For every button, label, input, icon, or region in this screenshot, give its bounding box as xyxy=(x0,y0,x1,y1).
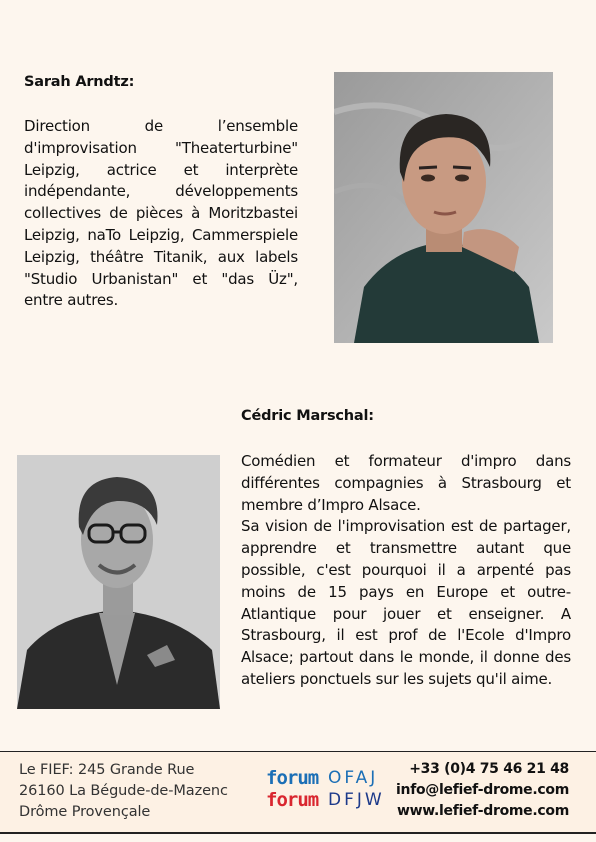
person-name-cedric: Cédric Marschal: xyxy=(241,408,374,424)
portrait-sarah-image xyxy=(334,72,553,343)
portrait-cedric-image xyxy=(17,455,220,709)
footer-address xyxy=(19,760,228,823)
address-line: 26160 La Bégude-de-Mazenc xyxy=(19,783,228,799)
bio-paragraph: Comédien et formateur d'impro dans différentes compagnies à Strasbourg et membre d’Impro Alsace. xyxy=(241,452,571,514)
logo-forum-top: forum xyxy=(266,767,319,789)
address-line: Drôme Provençale xyxy=(19,804,151,820)
footer-contact xyxy=(396,759,569,822)
contact-email[interactable]: info@lefief-drome.com xyxy=(396,782,569,798)
bio-paragraph: Direction de l’ensemble d'improvisation "Theaterturbine" Leipzig, actrice et interprète indépendante, développements collectives de pièces à Moritzbastei Leipzig, naTo Leipzig, Cammerspiele Leipzig, théâtre Titanik, aux labels "Studio Urbanistan" et "das Üz", entre autres. xyxy=(24,117,298,310)
person-name-sarah: Sarah Arndtz: xyxy=(24,74,135,90)
portrait-photo-cedric xyxy=(17,455,220,709)
logo-dfjw: DFJW xyxy=(328,790,385,810)
logo-forum-bottom: forum xyxy=(266,789,319,811)
person-bio-sarah xyxy=(24,116,298,312)
contact-website[interactable]: www.lefief-drome.com xyxy=(396,803,569,819)
contact-phone[interactable]: +33 (0)4 75 46 21 48 xyxy=(409,761,569,777)
forum-ofaj-logo xyxy=(266,768,390,818)
bio-paragraph: Sa vision de l'improvisation est de partager, apprendre et transmettre autant que possible, c'est pourquoi il a arpenté pas moins de 15 pays en Europe et outre-Atlantique pour jouer et enseigner. A Strasbourg, il est prof de l'Ecole d'Impro Alsace; partout dans le monde, il donne des ateliers ponctuels sur les sujets qu'il aime. xyxy=(241,517,571,688)
footer-bottom-rule xyxy=(0,832,596,834)
footer xyxy=(0,752,596,832)
portrait-photo-sarah xyxy=(334,72,553,343)
logo-ofaj: OFAJ xyxy=(328,768,379,788)
address-line: Le FIEF: 245 Grande Rue xyxy=(19,762,195,778)
person-bio-cedric xyxy=(241,451,571,691)
